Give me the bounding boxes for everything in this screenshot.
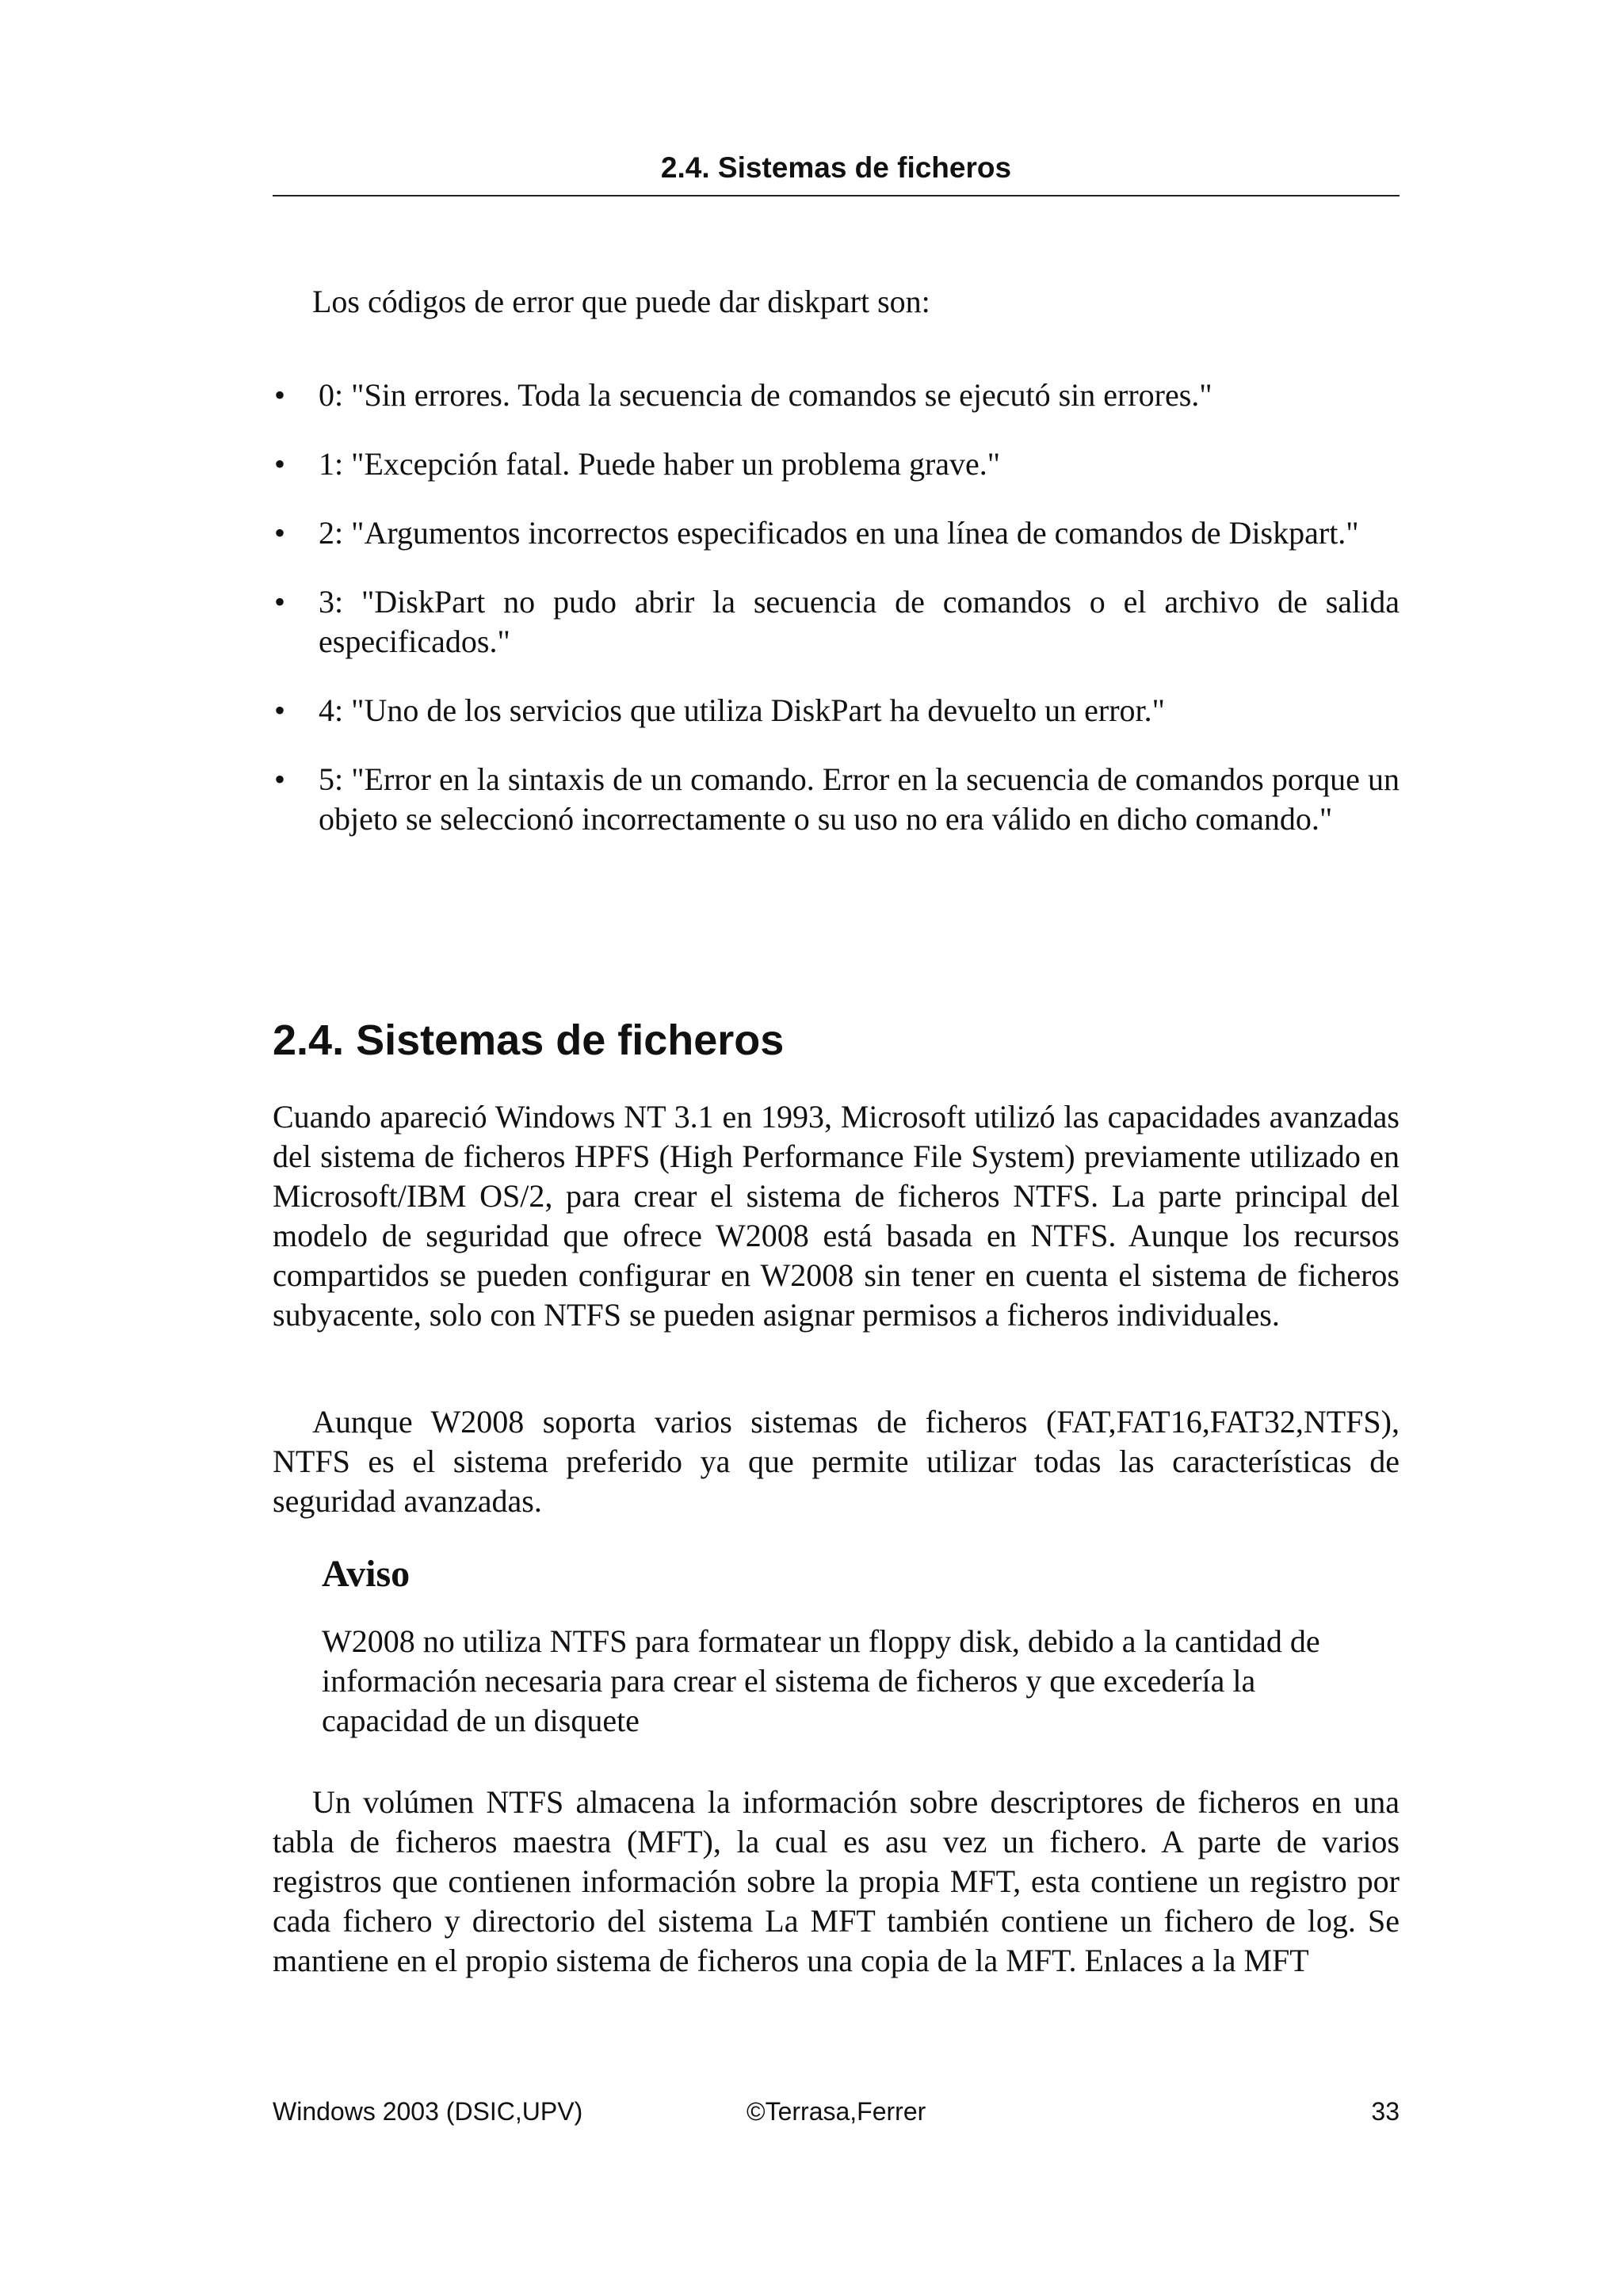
section-heading: 2.4. Sistemas de ficheros [273, 1016, 785, 1064]
error-code-1: 1: "Excepción fatal. Puede haber un problema grave." [319, 446, 1001, 482]
running-head: 2.4. Sistemas de ficheros [273, 147, 1400, 196]
footer-copyright: ©Terrasa,Ferrer [747, 2097, 926, 2126]
bullet: • [274, 515, 286, 551]
list-item [273, 376, 1400, 415]
error-code-list [273, 376, 1400, 868]
paragraph-ntfs-history: Cuando apareció Windows NT 3.1 en 1993, Microsoft utilizó las capacidades avanzadas del sistema de ficheros HPFS (High Performance File System) previamente utilizado en Microsoft/IBM OS/2, para crear el sistema de ficheros NTFS. La parte principal del modelo de seguridad que ofrece W2008 está basada en NTFS. Aunque los recursos compartidos se pueden configurar en W2008 sin tener en cuenta el sistema de ficheros subyacente, solo con NTFS se pueden asignar permisos a ficheros individuales. [273, 1099, 1400, 1333]
notice-title: Aviso [322, 1553, 411, 1595]
paragraph-supported-filesystems: Aunque W2008 soporta varios sistemas de ficheros (FAT,FAT16,FAT32,NTFS), NTFS es el sistema preferido ya que permite utilizar todas las características de seguridad avanzadas. [273, 1404, 1400, 1519]
error-code-3: 3: "DiskPart no pudo abrir la secuencia de comandos o el archivo de salida especificados." [319, 584, 1400, 659]
notice-box [322, 1549, 1360, 1741]
notice-text: W2008 no utiliza NTFS para formatear un floppy disk, debido a la cantidad de información necesaria para crear el sistema de ficheros y que excedería la capacidad de un disquete [322, 1623, 1320, 1738]
list-item [273, 691, 1400, 730]
error-code-2: 2: "Argumentos incorrectos especificados en una línea de comandos de Diskpart." [319, 515, 1359, 551]
bullet: • [274, 584, 286, 620]
footer-book-title: Windows 2003 (DSIC,UPV) [273, 2097, 583, 2126]
intro-paragraph: Los códigos de error que puede dar diskpart son: [312, 284, 930, 319]
list-item [273, 444, 1400, 484]
bullet: • [274, 377, 286, 413]
error-code-5: 5: "Error en la sintaxis de un comando. Error en la secuencia de comandos porque un objeto se seleccionó incorrectamente o su uso no era válido en dicho comando." [319, 761, 1400, 837]
list-item [273, 513, 1400, 553]
list-item [273, 760, 1400, 839]
page-footer [273, 2092, 1400, 2131]
list-item [273, 582, 1400, 662]
paragraph-mft: Un volúmen NTFS almacena la información sobre descriptores de ficheros en una tabla de ficheros maestra (MFT), la cual es asu vez un fichero. A parte de varios registros que contienen información sobre la propia MFT, esta contiene un registro por cada fichero y directorio del sistema La MFT también contiene un fichero de log. Se mantiene en el propio sistema de ficheros una copia de la MFT. Enlaces a la MFT [273, 1784, 1400, 1978]
bullet: • [274, 761, 286, 797]
bullet: • [274, 446, 286, 482]
page-number: 33 [1371, 2097, 1400, 2126]
error-code-0: 0: "Sin errores. Toda la secuencia de comandos se ejecutó sin errores." [319, 377, 1212, 413]
bullet: • [274, 692, 286, 728]
error-code-4: 4: "Uno de los servicios que utiliza DiskPart ha devuelto un error." [319, 692, 1165, 728]
